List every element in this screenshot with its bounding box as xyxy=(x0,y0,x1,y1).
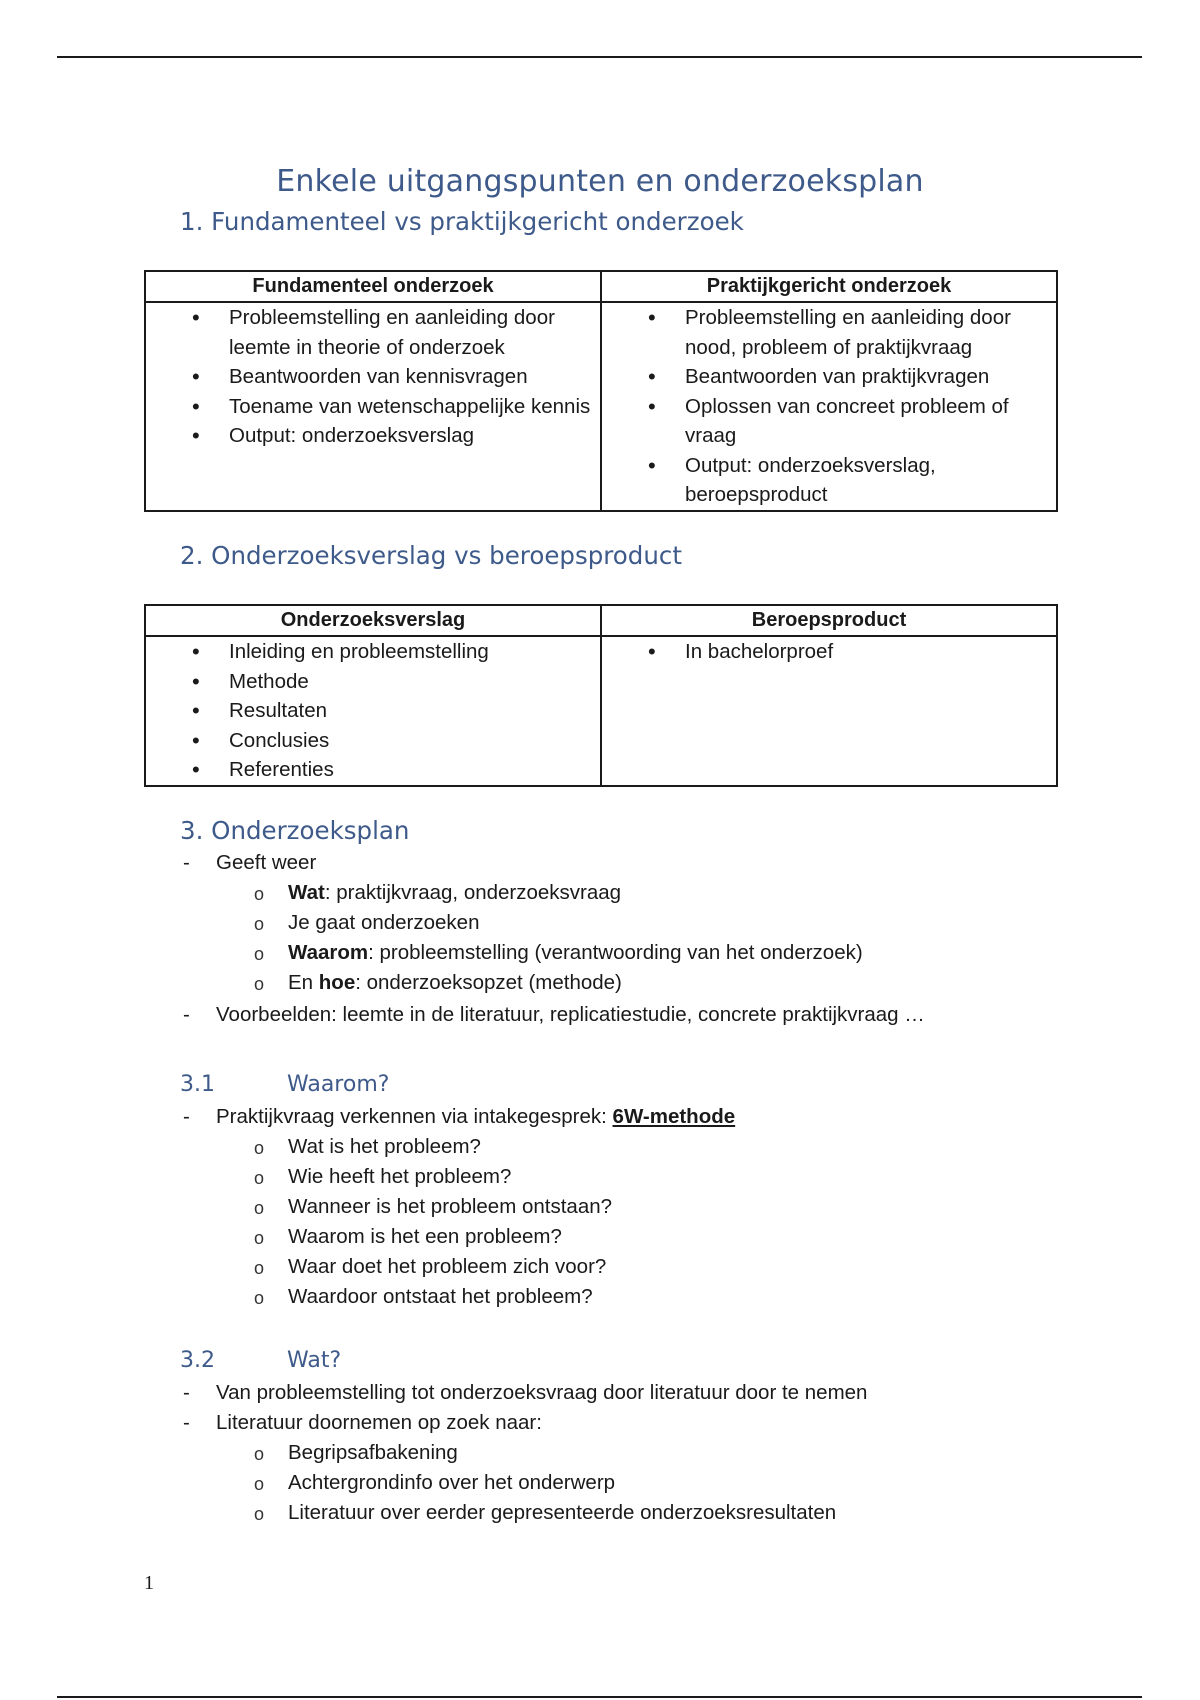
bullet-list xyxy=(146,637,600,785)
page-number: 1 xyxy=(144,1572,154,1594)
list-item: • Probleemstelling en aanleiding door leemte in theorie of onderzoek xyxy=(192,303,600,362)
list-item: • Methode xyxy=(192,667,600,697)
6w-method-term: 6W-methode xyxy=(612,1105,736,1128)
list-item: • Conclusies xyxy=(192,726,600,756)
section-2-heading: 2. Onderzoeksverslag vs beroepsproduct xyxy=(180,541,682,570)
item-prefix: En xyxy=(288,971,319,994)
bold-term: Wat xyxy=(288,881,325,904)
list-item: • Probleemstelling en aanleiding door nood, probleem of praktijkvraag xyxy=(648,303,1056,362)
section-3-2-body xyxy=(0,1378,1200,1528)
table-header: Fundamenteel onderzoek xyxy=(145,271,601,302)
list-item xyxy=(252,938,1200,968)
list-item: • Referenties xyxy=(192,755,600,785)
section-3-body xyxy=(0,848,1200,1030)
list-item: • Oplossen van concreet probleem of vraag xyxy=(648,392,1056,451)
list-item: o Achtergrondinfo over het onderwerp xyxy=(252,1468,1200,1498)
list-item: o Waardoor ontstaat het probleem? xyxy=(252,1282,1200,1312)
heading-number: 3.1 xyxy=(180,1072,215,1097)
list-item: • Inleiding en probleemstelling xyxy=(192,637,600,667)
list-item: o Wat is het probleem? xyxy=(252,1132,1200,1162)
bullet-list xyxy=(602,637,1056,667)
item-text: : probleemstelling (verantwoording van het onderzoek) xyxy=(368,941,863,964)
bold-term: Waarom xyxy=(288,941,369,964)
item-text: : praktijkvraag, onderzoeksvraag xyxy=(324,881,622,904)
section-3-2-heading xyxy=(180,1348,341,1373)
table-cell xyxy=(601,636,1057,786)
table-header: Beroepsproduct xyxy=(601,605,1057,636)
list-item: - Literatuur doornemen op zoek naar: xyxy=(180,1408,1200,1438)
list-item: • Beantwoorden van kennisvragen xyxy=(192,362,600,392)
section-3-1-body xyxy=(0,1102,1200,1312)
list-item: o Waarom is het een probleem? xyxy=(252,1222,1200,1252)
list-item: o Literatuur over eerder gepresenteerde onderzoeksresultaten xyxy=(252,1498,1200,1528)
list-item: - Geeft weer xyxy=(180,848,1200,878)
list-item: • Beantwoorden van praktijkvragen xyxy=(648,362,1056,392)
list-item: o Waar doet het probleem zich voor? xyxy=(252,1252,1200,1282)
heading-title: Wat? xyxy=(287,1348,342,1373)
list-item: o Wanneer is het probleem ontstaan? xyxy=(252,1192,1200,1222)
list-item: • Output: onderzoeksverslag, beroepsproduct xyxy=(648,451,1056,510)
comparison-table-fundamental-vs-practical xyxy=(144,270,1058,512)
list-item xyxy=(252,968,1200,998)
section-3-heading: 3. Onderzoeksplan xyxy=(180,816,410,845)
item-text: Je gaat onderzoeken xyxy=(288,911,480,934)
list-item xyxy=(180,1102,1200,1132)
list-item: • Toename van wetenschappelijke kennis xyxy=(192,392,600,422)
footer-rule xyxy=(57,1696,1142,1698)
list-item: - Voorbeelden: leemte in de literatuur, replicatiestudie, concrete praktijkvraag … xyxy=(180,1000,1200,1030)
document-title: Enkele uitgangspunten en onderzoeksplan xyxy=(276,164,924,199)
bullet-list xyxy=(146,303,600,451)
list-item: o Wie heeft het probleem? xyxy=(252,1162,1200,1192)
list-item: o Begripsafbakening xyxy=(252,1438,1200,1468)
list-item xyxy=(252,878,1200,908)
table-header: Onderzoeksverslag xyxy=(145,605,601,636)
list-item: • Output: onderzoeksverslag xyxy=(192,421,600,451)
bold-term: hoe xyxy=(318,971,356,994)
item-text: : onderzoeksopzet (methode) xyxy=(355,971,622,994)
section-1-heading: 1. Fundamenteel vs praktijkgericht onderzoek xyxy=(180,207,744,236)
list-item: • In bachelorproef xyxy=(648,637,1056,667)
table-header: Praktijkgericht onderzoek xyxy=(601,271,1057,302)
heading-number: 3.2 xyxy=(180,1348,215,1373)
list-item: • Resultaten xyxy=(192,696,600,726)
table-cell xyxy=(145,302,601,511)
heading-title: Waarom? xyxy=(287,1072,390,1097)
header-rule xyxy=(57,56,1142,58)
list-item xyxy=(252,908,1200,938)
section-3-1-heading xyxy=(180,1072,389,1097)
table-cell xyxy=(145,636,601,786)
list-item: - Van probleemstelling tot onderzoeksvraag door literatuur door te nemen xyxy=(180,1378,1200,1408)
comparison-table-report-vs-product xyxy=(144,604,1058,787)
table-cell xyxy=(601,302,1057,511)
bullet-list xyxy=(602,303,1056,510)
item-text: Praktijkvraag verkennen via intakegesprek: xyxy=(216,1105,613,1128)
